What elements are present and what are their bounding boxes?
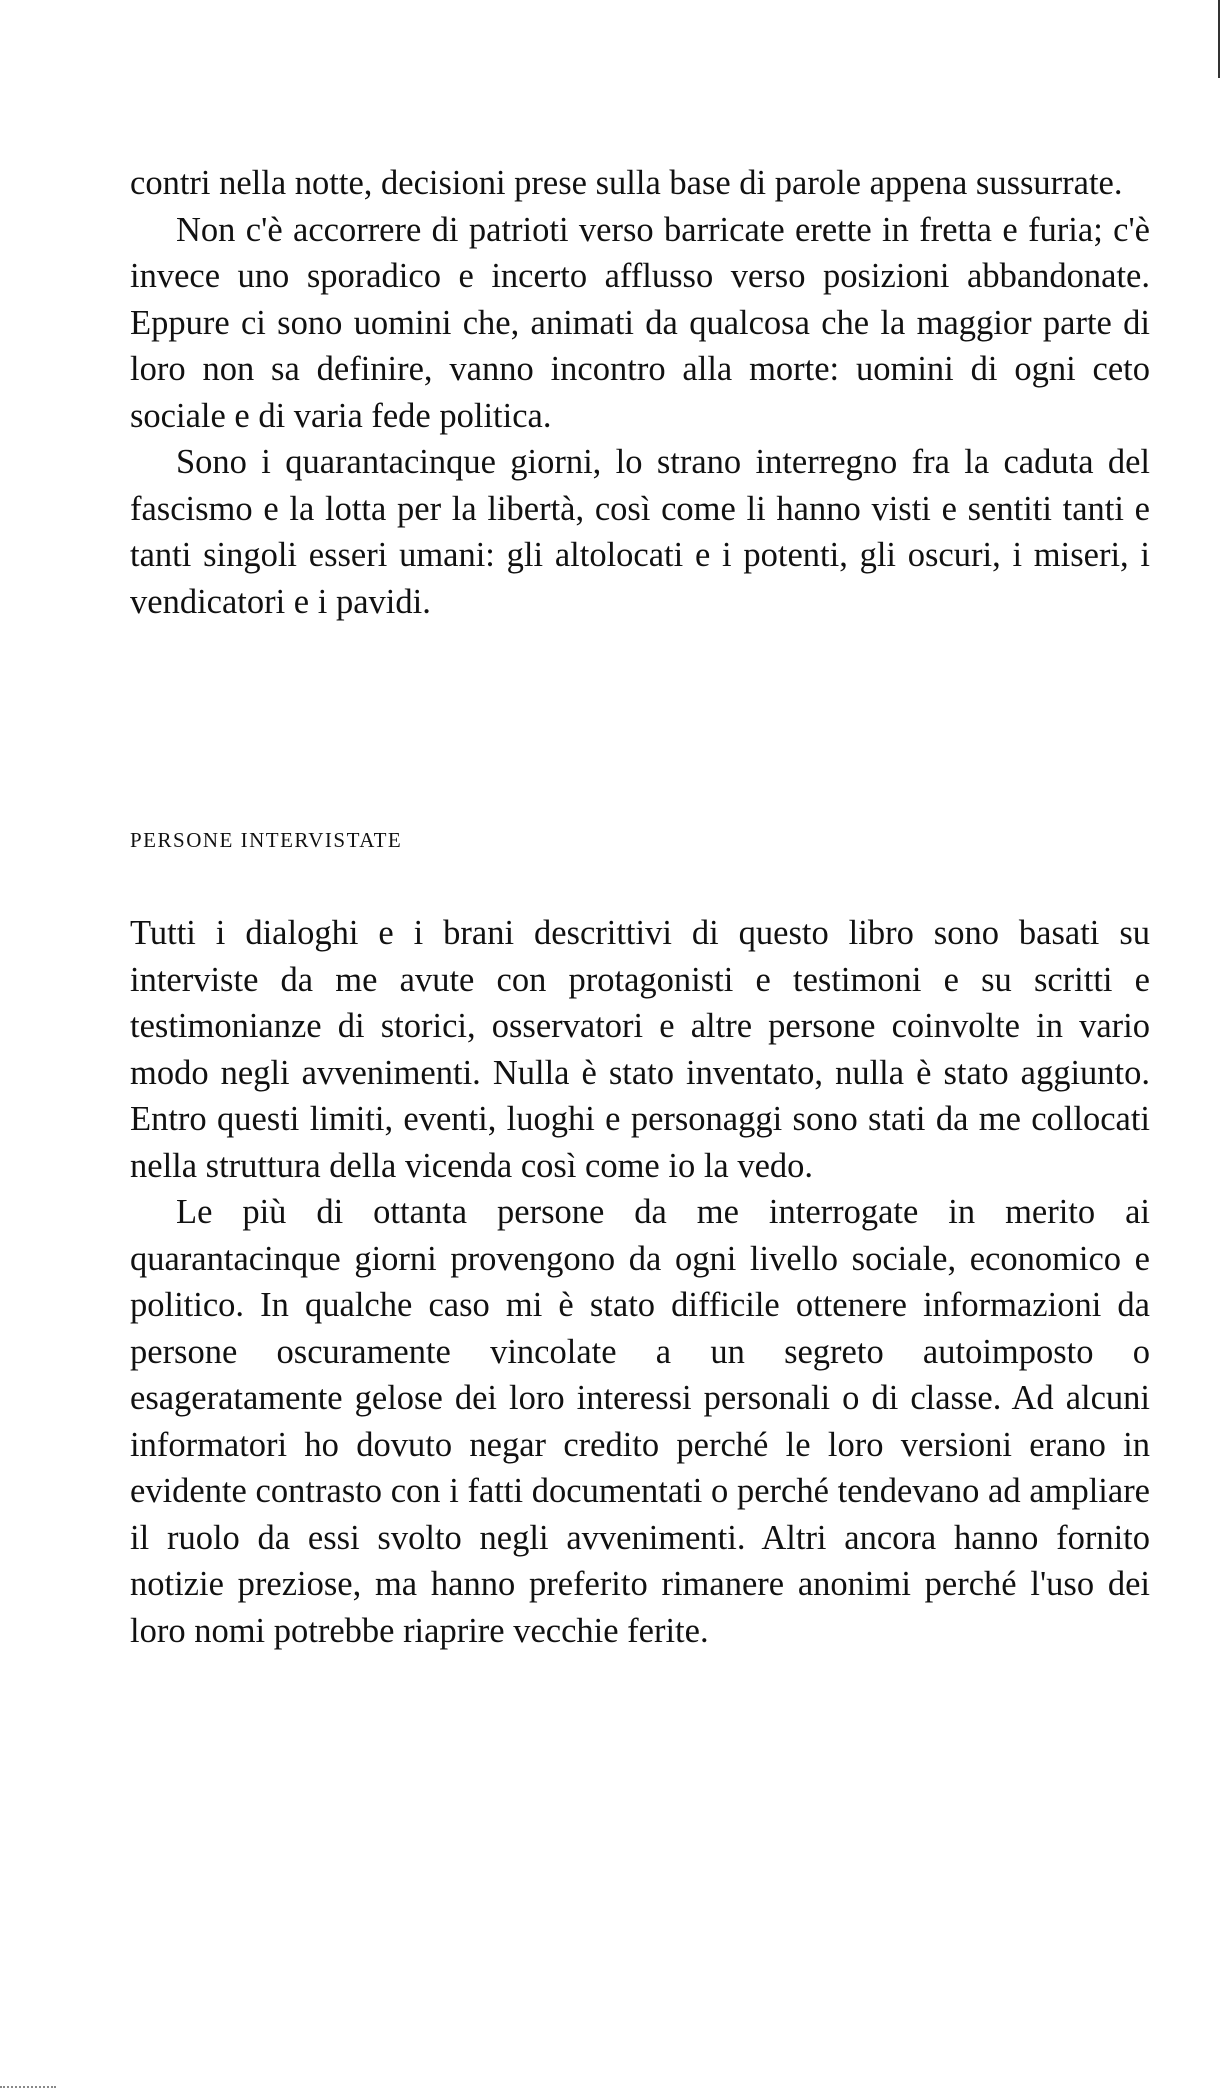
paragraph-continuation: contri nella notte, decisioni prese sulla base di parole appena sussurrate.: [130, 164, 1123, 202]
scan-dust-mark: [0, 2086, 56, 2088]
scan-edge-mark: [1218, 0, 1220, 78]
section-heading: PERSONE INTERVISTATE: [130, 828, 403, 852]
continued-text-block: [130, 160, 1150, 625]
section-text-block: [130, 910, 1150, 1654]
paragraph: Le più di ottanta persone da me interrogate in merito ai quarantacinque giorni provengono da ogni livello sociale, economico e politico. In qualche caso mi è stato difficile ottenere informazioni da persone oscuramente vincolate a un segreto autoimposto o esageratamente gelose dei loro interessi personali o di classe. Ad alcuni informatori ho dovuto negar credito perché le loro versioni erano in evidente contrasto con i fatti documentati o perché tendevano ad ampliare il ruolo da essi svolto negli avvenimenti. Altri ancora hanno fornito notizie preziose, ma hanno preferito rimanere anonimi perché l'uso dei loro nomi potrebbe riaprire vecchie ferite.: [130, 1193, 1150, 1650]
paragraph: Tutti i dialoghi e i brani descrittivi di questo libro sono basati su interviste da me avute con protagonisti e testimoni e su scritti e testimonianze di storici, osservatori e altre persone coinvolte in vario modo negli avvenimenti. Nulla è stato inventato, nulla è stato aggiunto. Entro questi limiti, eventi, luoghi e personaggi sono stati da me collocati nella struttura della vicenda così come io la vedo.: [130, 914, 1150, 1185]
paragraph: Sono i quarantacinque giorni, lo strano interregno fra la caduta del fascismo e la lotta per la libertà, così come li hanno visti e sentiti tanti e tanti singoli esseri umani: gli altolocati e i potenti, gli oscuri, i miseri, i vendicatori e i pavidi.: [130, 443, 1150, 621]
paragraph: Non c'è accorrere di patrioti verso barricate erette in fretta e furia; c'è invece uno sporadico e incerto afflusso verso posizioni abbandonate. Eppure ci sono uomini che, animati da qualcosa che la maggior parte di loro non sa definire, vanno incontro alla morte: uomini di ogni ceto sociale e di varia fede politica.: [130, 210, 1150, 435]
